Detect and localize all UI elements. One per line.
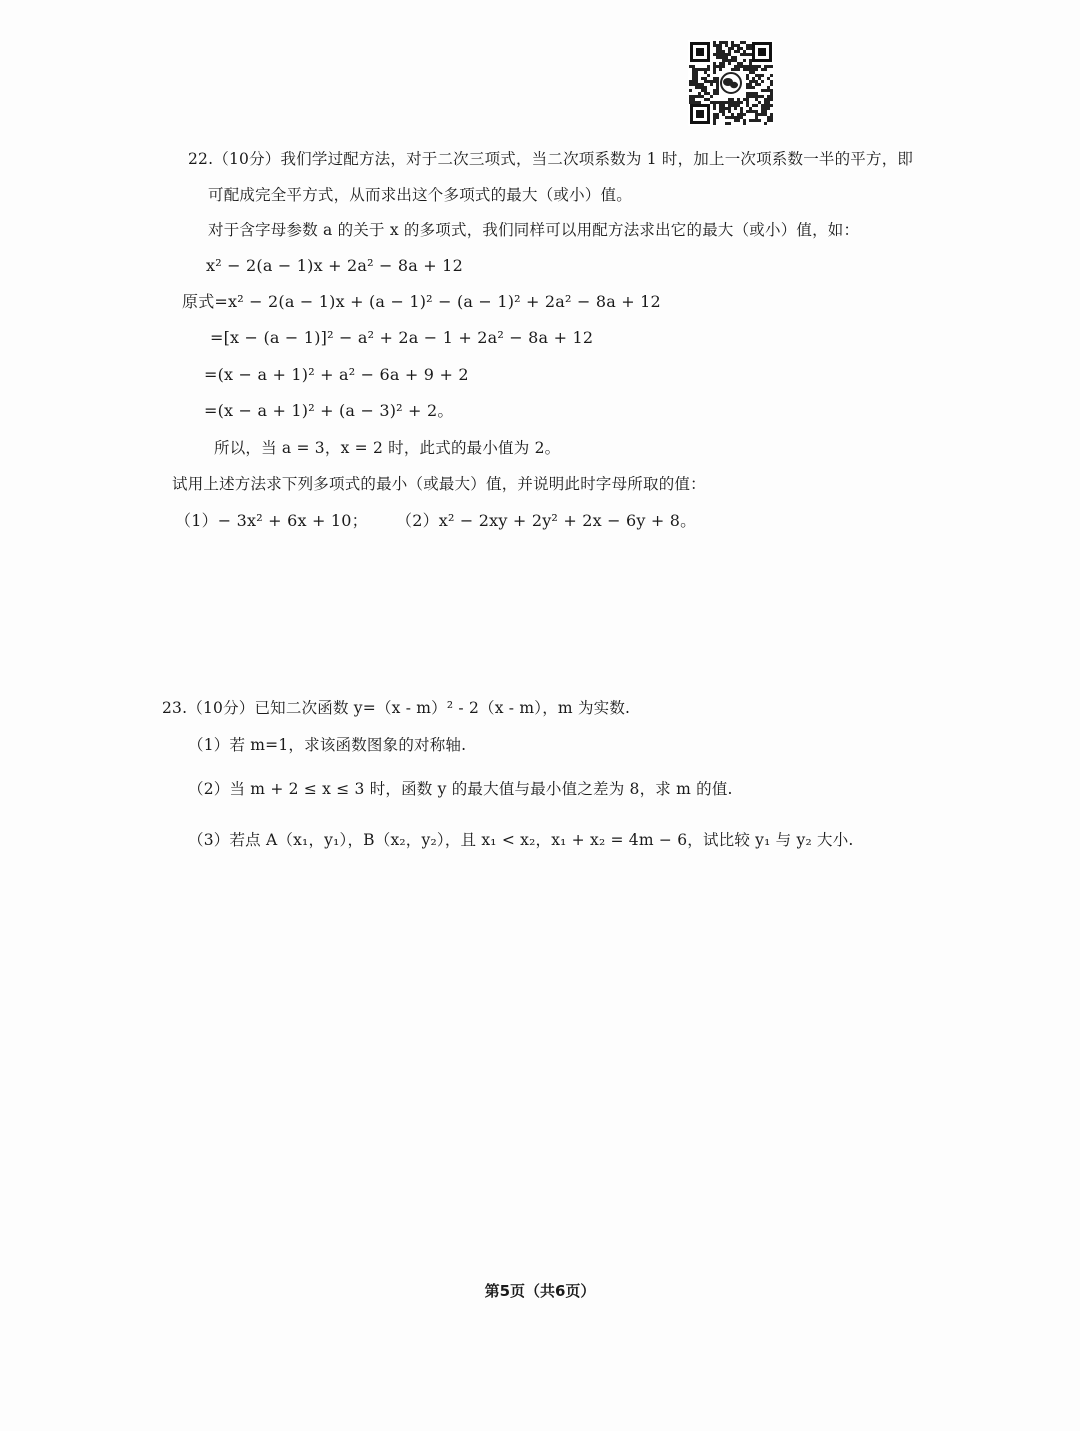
page-number-footer: 第5页（共6页） <box>484 1282 596 1300</box>
qr-code-icon <box>688 40 774 126</box>
q22-part-2: （2）x² − 2xy + 2y² + 2x − 6y + 8。 <box>396 511 697 530</box>
q23-part-3: （3）若点 A（x₁，y₁），B（x₂，y₂），且 x₁ < x₂，x₁ + x₂ = 4m − 6，试比较 y₁ 与 y₂ 大小. <box>188 831 854 849</box>
q22-intro: 对于含字母参数 a 的关于 x 的多项式，我们同样可以用配方法求出它的最大（或小）值，如： <box>208 221 860 239</box>
q22-step-1: 原式=x² − 2(a − 1)x + (a − 1)² − (a − 1)² + 2a² − 8a + 12 <box>182 292 661 311</box>
q22-step-3: =(x − a + 1)² + a² − 6a + 9 + 2 <box>204 365 469 384</box>
q23-heading: 23.（10分）已知二次函数 y=（x - m）² - 2（x - m），m 为实数. <box>162 699 631 717</box>
q22-heading: 22.（10分）我们学过配方法，对于二次三项式，当二次项系数为 1 时，加上一次项系数一半的平方，即 <box>188 150 914 168</box>
q22-example-expression: x² − 2(a − 1)x + 2a² − 8a + 12 <box>206 256 463 275</box>
q23-part-1: （1）若 m=1，求该函数图象的对称轴. <box>188 736 467 754</box>
q22-part-1: （1）− 3x² + 6x + 10； <box>175 511 368 530</box>
q22-step-4: =(x − a + 1)² + (a − 3)² + 2。 <box>204 401 454 420</box>
q22-task: 试用上述方法求下列多项式的最小（或最大）值，并说明此时字母所取的值： <box>172 475 706 493</box>
q22-step-2: =[x − (a − 1)]² − a² + 2a − 1 + 2a² − 8a + 12 <box>210 328 594 347</box>
q22-heading-continued: 可配成完全平方式，从而求出这个多项式的最大（或小）值。 <box>208 186 632 204</box>
q23-part-2: （2）当 m + 2 ≤ x ≤ 3 时，函数 y 的最大值与最小值之差为 8，求 m 的值. <box>188 780 733 798</box>
q22-conclusion: 所以，当 a = 3，x = 2 时，此式的最小值为 2。 <box>214 439 561 457</box>
